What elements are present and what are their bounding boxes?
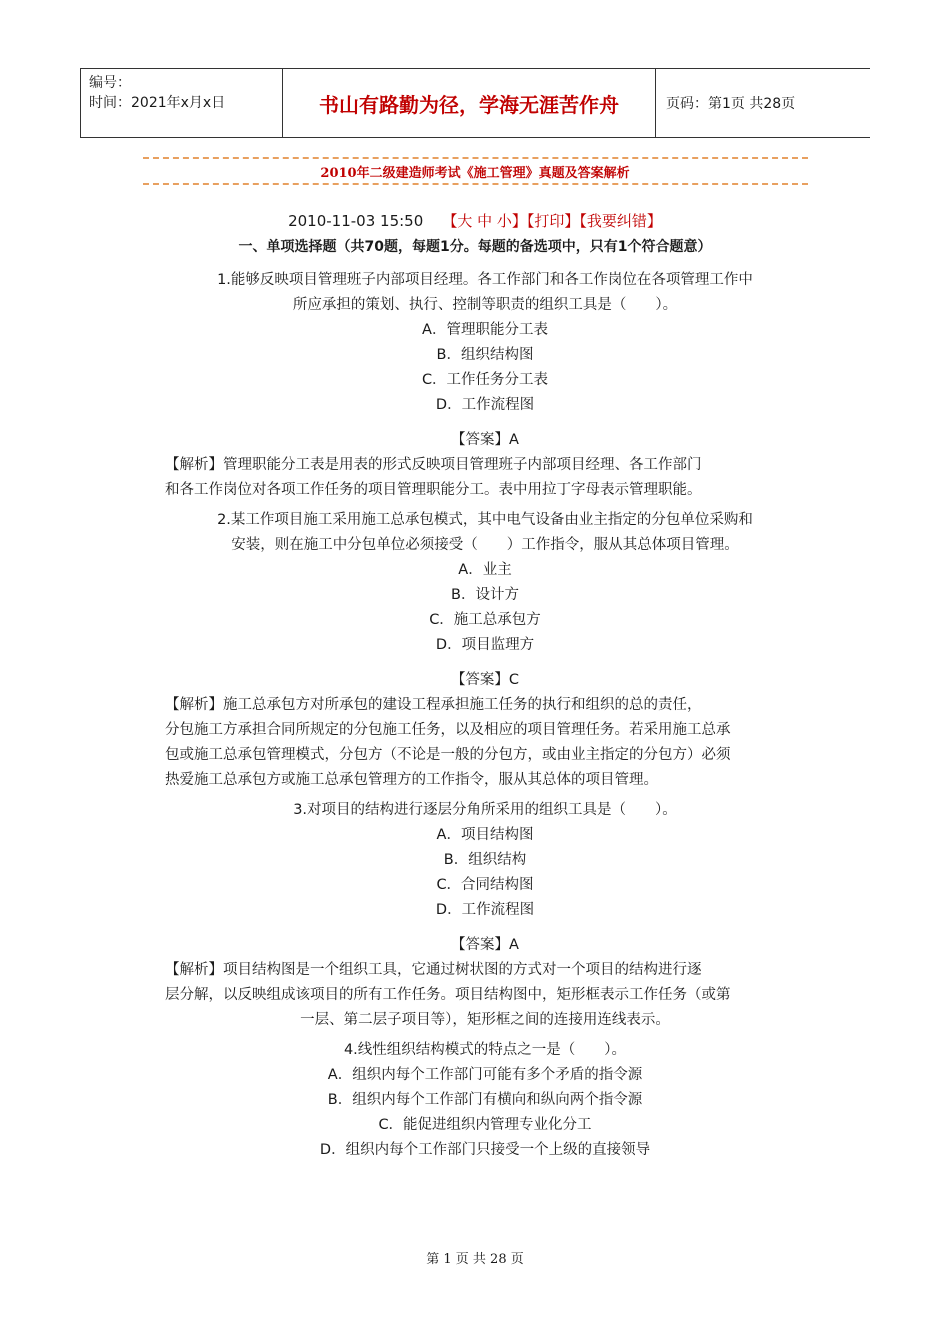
question-stem: 4.线性组织结构模式的特点之一是（ ）。: [343, 1042, 627, 1058]
explanation-line: 【解析】管理职能分工表是用表的形式反映项目管理班子内部项目经理、各工作部门: [165, 457, 702, 473]
explanation-line: 层分解，以反映组成该项目的所有工作任务。项目结构图中，矩形框表示工作任务（或第: [165, 987, 731, 1003]
header-motto: 书山有路勤为径，学海无涯苦作舟: [282, 69, 656, 137]
option-c: C．合同结构图: [436, 877, 534, 893]
question-stem-cont: 安装，则在施工中分包单位必须接受（ ）工作指令，服从其总体项目管理。: [231, 537, 739, 553]
question-stem: 2.某工作项目施工采用施工总承包模式，其中电气设备由业主指定的分包单位采购和: [217, 512, 753, 528]
option-c: C．施工总承包方: [429, 612, 541, 628]
page-footer: 第 1 页 共 28 页: [426, 1252, 524, 1267]
question-stem: 3.对项目的结构进行逐层分角所采用的组织工具是（ ）。: [293, 802, 677, 818]
doc-number-label: 编号：: [89, 75, 131, 91]
question-stem: 1.能够反映项目管理班子内部项目经理。各工作部门和各工作岗位在各项管理工作中: [217, 272, 753, 288]
explanation-line: 【解析】施工总承包方对所承包的建设工程承担施工任务的执行和组织的总的责任，: [165, 697, 702, 713]
document-title: 2010年二级建造师考试《施工管理》真题及答案解析: [320, 166, 630, 181]
option-d: D．工作流程图: [435, 397, 535, 413]
report-error-link[interactable]: 【我要纠错】: [579, 212, 662, 230]
option-d: D．组织内每个工作部门只接受一个上级的直接领导: [319, 1142, 651, 1158]
option-a: A．业主: [458, 562, 512, 578]
option-d: D．项目监理方: [435, 637, 535, 653]
answer: 【答案】C: [450, 672, 520, 688]
answer: 【答案】A: [451, 937, 519, 953]
print-link[interactable]: 【打印】: [526, 212, 580, 230]
answer: 【答案】A: [451, 432, 519, 448]
option-a: A．管理职能分工表: [422, 322, 548, 338]
question-stem-cont: 所应承担的策划、执行、控制等职责的组织工具是（ ）。: [292, 297, 678, 313]
section-title: 一、单项选择题（共70题，每题1分。每题的备选项中，只有1个符合题意）: [238, 239, 712, 255]
font-size-controls[interactable]: 【大 中 小】: [442, 212, 527, 230]
option-a: A．组织内每个工作部门可能有多个矛盾的指令源: [327, 1067, 643, 1083]
option-b: B．设计方: [451, 587, 519, 603]
document-header: [80, 68, 870, 138]
explanation-line: 分包施工方承担合同所规定的分包施工任务，以及相应的项目管理任务。若采用施工总承: [165, 722, 731, 738]
question-list: [165, 268, 805, 1163]
doc-time-label: 时间：2021年x月x日: [89, 95, 226, 111]
option-c: C．工作任务分工表: [421, 372, 549, 388]
dashed-divider-bottom: [143, 183, 808, 185]
explanation-line: 包或施工总承包管理模式，分包方（不论是一般的分包方，或由业主指定的分包方）必须: [165, 747, 731, 763]
option-a: A．项目结构图: [436, 827, 534, 843]
option-b: B．组织结构图: [436, 347, 534, 363]
article-meta: [0, 210, 950, 231]
header-page-info: 页码：第1页 共28页: [666, 96, 796, 112]
option-b: B．组织结构: [443, 852, 527, 868]
option-c: C．能促进组织内管理专业化分工: [378, 1117, 592, 1133]
option-d: D．工作流程图: [435, 902, 535, 918]
dashed-divider-top: [143, 157, 808, 159]
explanation-line: 热爱施工总承包方或施工总承包管理方的工作指令，服从其总体的项目管理。: [165, 772, 658, 788]
header-meta-cell: [80, 69, 282, 137]
option-b: B．组织内每个工作部门有横向和纵向两个指令源: [327, 1092, 643, 1108]
article-datetime: 2010-11-03 15:50: [288, 212, 424, 230]
explanation-line: 【解析】项目结构图是一个组织工具，它通过树状图的方式对一个项目的结构进行逐: [165, 962, 702, 978]
explanation-line: 和各工作岗位对各项工作任务的项目管理职能分工。表中用拉丁字母表示管理职能。: [165, 482, 702, 498]
explanation-line: 一层、第二层子项目等），矩形框之间的连接用连线表示。: [300, 1012, 670, 1028]
